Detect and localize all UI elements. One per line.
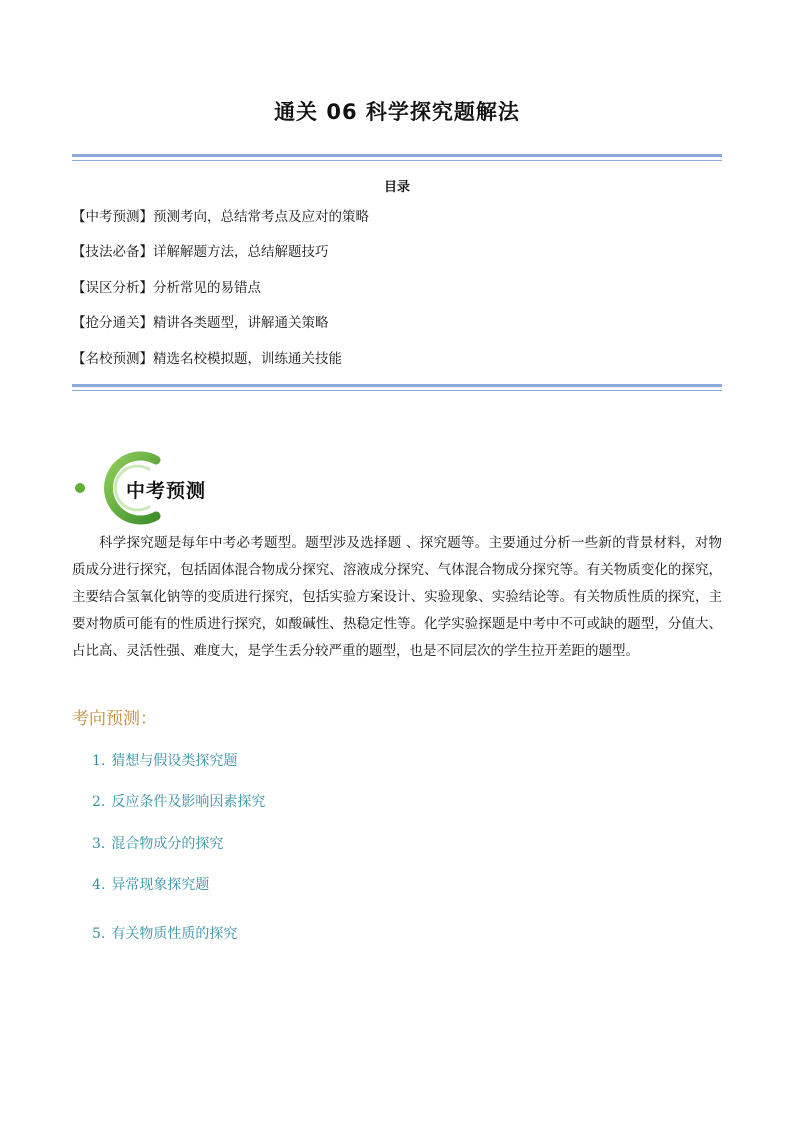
forecast-item-text: 反应条件及影响因素探究	[111, 794, 266, 810]
toc-item: 【中考预测】预测考向，总结常考点及应对的策略	[72, 209, 369, 225]
forecast-item-number: 1.	[92, 753, 106, 769]
forecast-heading: 考向预测：	[72, 709, 157, 729]
toc-bottom-divider	[72, 384, 722, 387]
forecast-item-text: 猜想与假设类探究题	[111, 753, 238, 769]
forecast-item-number: 4.	[92, 877, 106, 893]
forecast-item-text: 异常现象探究题	[111, 877, 210, 893]
forecast-item-text: 混合物成分的探究	[111, 836, 224, 852]
forecast-item	[92, 923, 237, 943]
toc-item: 【名校预测】精选名校模拟题，训练通关技能	[72, 350, 342, 367]
section-header	[74, 450, 314, 526]
toc-list	[72, 208, 722, 385]
forecast-item	[92, 874, 209, 894]
toc-item: 【误区分析】分析常见的易错点	[72, 279, 261, 296]
top-divider	[72, 154, 722, 157]
forecast-item-number: 3.	[92, 836, 106, 852]
forecast-item-number: 5.	[92, 926, 106, 942]
toc-item: 【抢分通关】精讲各类题型，讲解通关策略	[72, 315, 329, 332]
toc-item: 【技法必备】详解解题方法，总结解题技巧	[72, 244, 329, 261]
toc-heading: 目录	[383, 180, 410, 195]
section-title: 中考预测	[126, 480, 207, 502]
forecast-item-number: 2.	[92, 794, 106, 810]
forecast-item	[92, 750, 237, 770]
page-title: 通关 06 科学探究题解法	[274, 100, 520, 124]
section-intro-paragraph: 科学探究题是每年中考必考题型。题型涉及选择题 、探究题等。主要通过分析一些新的背景材料，对物质成分进行探究，包括固体混合物成分探究、溶液成分探究、气体混合物成分探究等。有关物质变化的探究，主要结合氢氧化钠等的变质进行探究，包括实验方案设计、实验现象、实验结论等。有关物质性质的探究，主要对物质可能有的性质进行探究，如酸碱性、热稳定性等。化学实验探题是中考中不可或缺的题型，分值大、占比高、灵活性强、难度大，是学生丢分较严重的题型，也是不同层次的学生拉开差距的题型。	[72, 535, 722, 659]
forecast-item	[92, 833, 223, 853]
forecast-item	[92, 791, 265, 811]
forecast-item-text: 有关物质性质的探究	[111, 926, 238, 942]
